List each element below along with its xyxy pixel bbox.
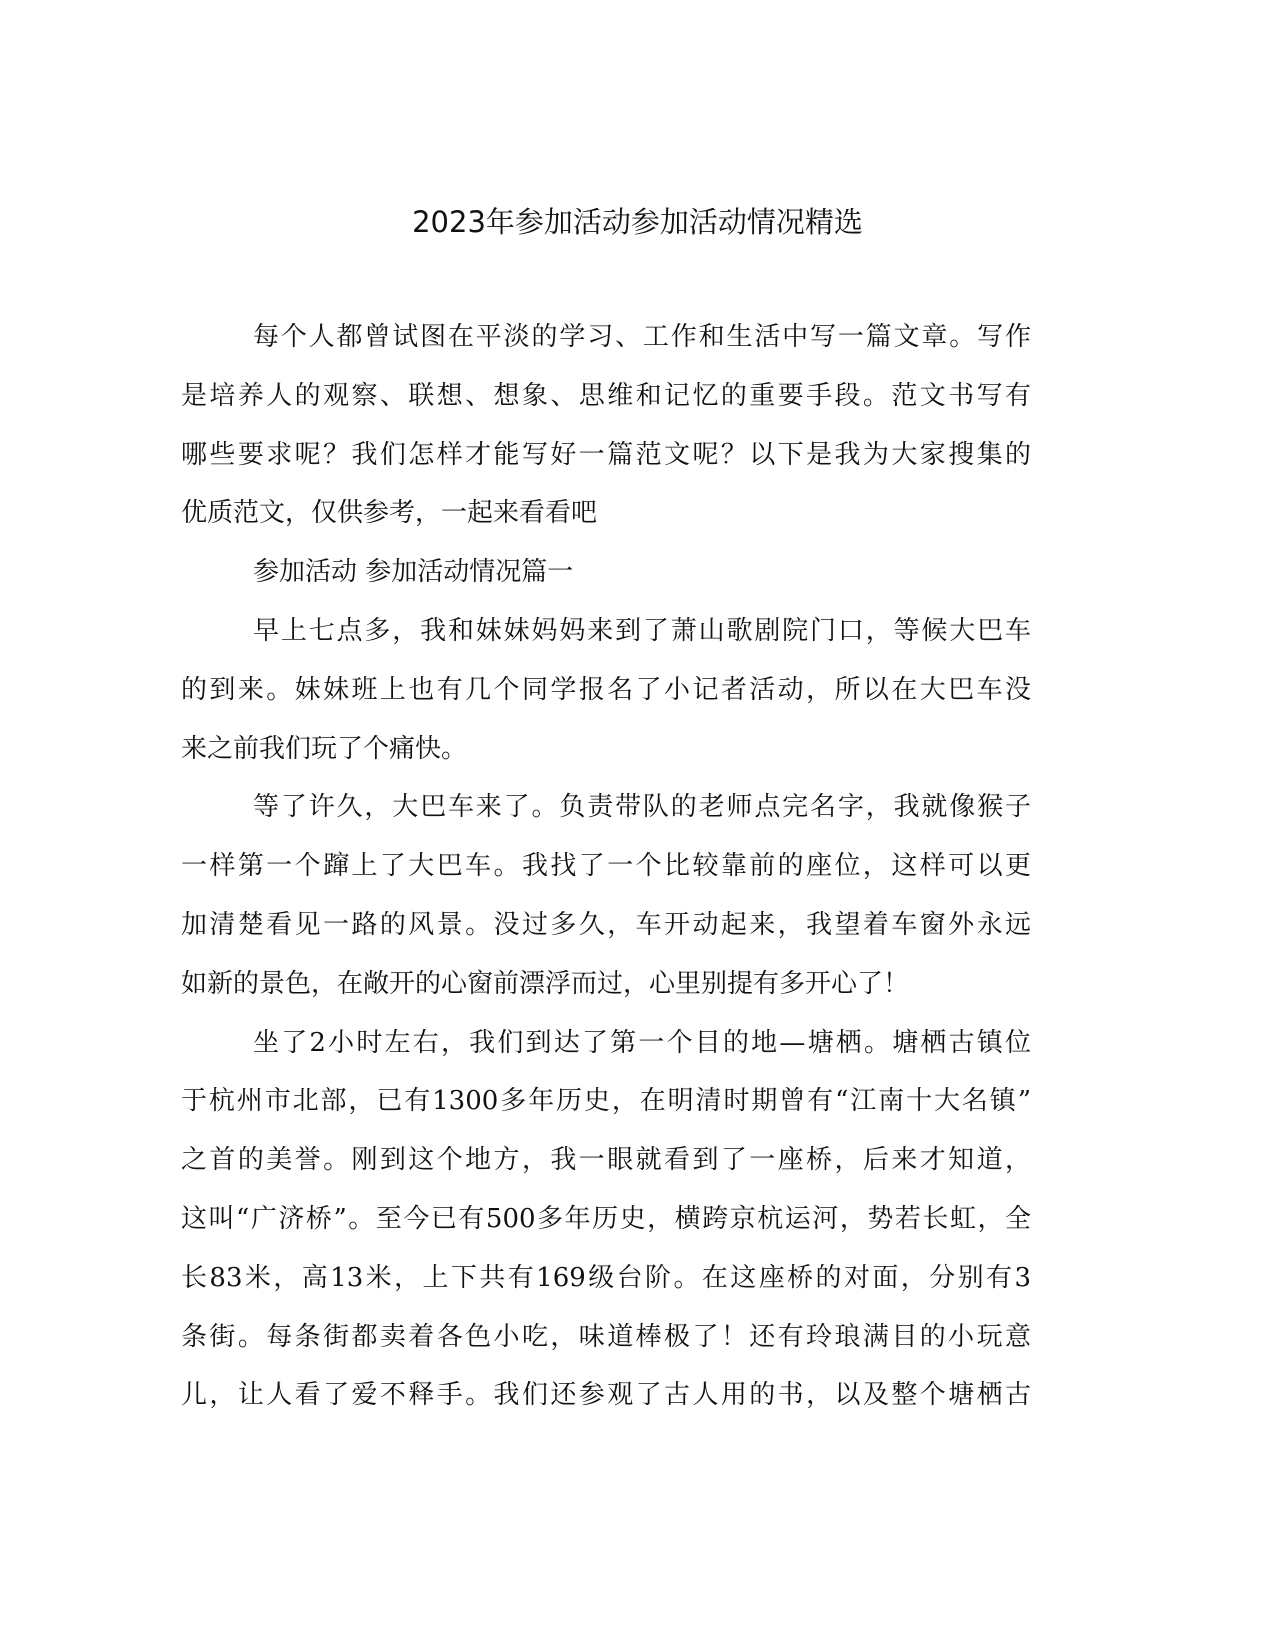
paragraph-line: 哪些要求呢？我们怎样才能写好一篇范文呢？以下是我为大家搜集的 [181,439,1031,470]
paragraph-line: 于杭州市北部，已有1300多年历史，在明清时期曾有“江南十大名镇” [181,1086,1031,1117]
document-body [181,308,1031,1425]
paragraph-line: 是培养人的观察、联想、想象、思维和记忆的重要手段。范文书写有 [181,380,1031,411]
paragraph-line: 这叫“广济桥”。至今已有500多年历史，横跨京杭运河，势若长虹，全 [181,1203,1031,1234]
paragraph-line: 之首的美誉。刚到这个地方，我一眼就看到了一座桥，后来才知道， [181,1145,1031,1176]
paragraph-line: 来之前我们玩了个痛快。 [181,733,468,764]
paragraph-line: 儿，让人看了爱不释手。我们还参观了古人用的书，以及整个塘栖古 [181,1380,1031,1411]
paragraph-line: 坐了2小时左右，我们到达了第一个目的地—塘栖。塘栖古镇位 [253,1027,1031,1058]
paragraph-line: 每个人都曾试图在平淡的学习、工作和生活中写一篇文章。写作 [253,322,1031,352]
document-title: 2023年参加活动参加活动情况精选 [412,205,863,239]
paragraph-line: 如新的景色，在敞开的心窗前漂浮而过，心里别提有多开心了！ [181,968,910,999]
paragraph-line: 参加活动 参加活动情况篇一 [253,557,574,588]
paragraph-line: 的到来。妹妹班上也有几个同学报名了小记者活动，所以在大巴车没 [181,674,1031,705]
paragraph-line: 条街。每条街都卖着各色小吃，味道棒极了！还有玲琅满目的小玩意 [181,1321,1031,1352]
paragraph-line: 优质范文，仅供参考，一起来看看吧 [181,498,598,529]
paragraph-line: 长83米，高13米，上下共有169级台阶。在这座桥的对面，分别有3 [181,1262,1031,1293]
paragraph-line: 一样第一个蹿上了大巴车。我找了一个比较靠前的座位，这样可以更 [181,851,1031,882]
paragraph-line: 早上七点多，我和妹妹妈妈来到了萧山歌剧院门口，等候大巴车 [253,615,1031,646]
paragraph-line: 等了许久，大巴车来了。负责带队的老师点完名字，我就像猴子 [253,792,1031,823]
paragraph-line: 加清楚看见一路的风景。没过多久，车开动起来，我望着车窗外永远 [181,909,1031,940]
